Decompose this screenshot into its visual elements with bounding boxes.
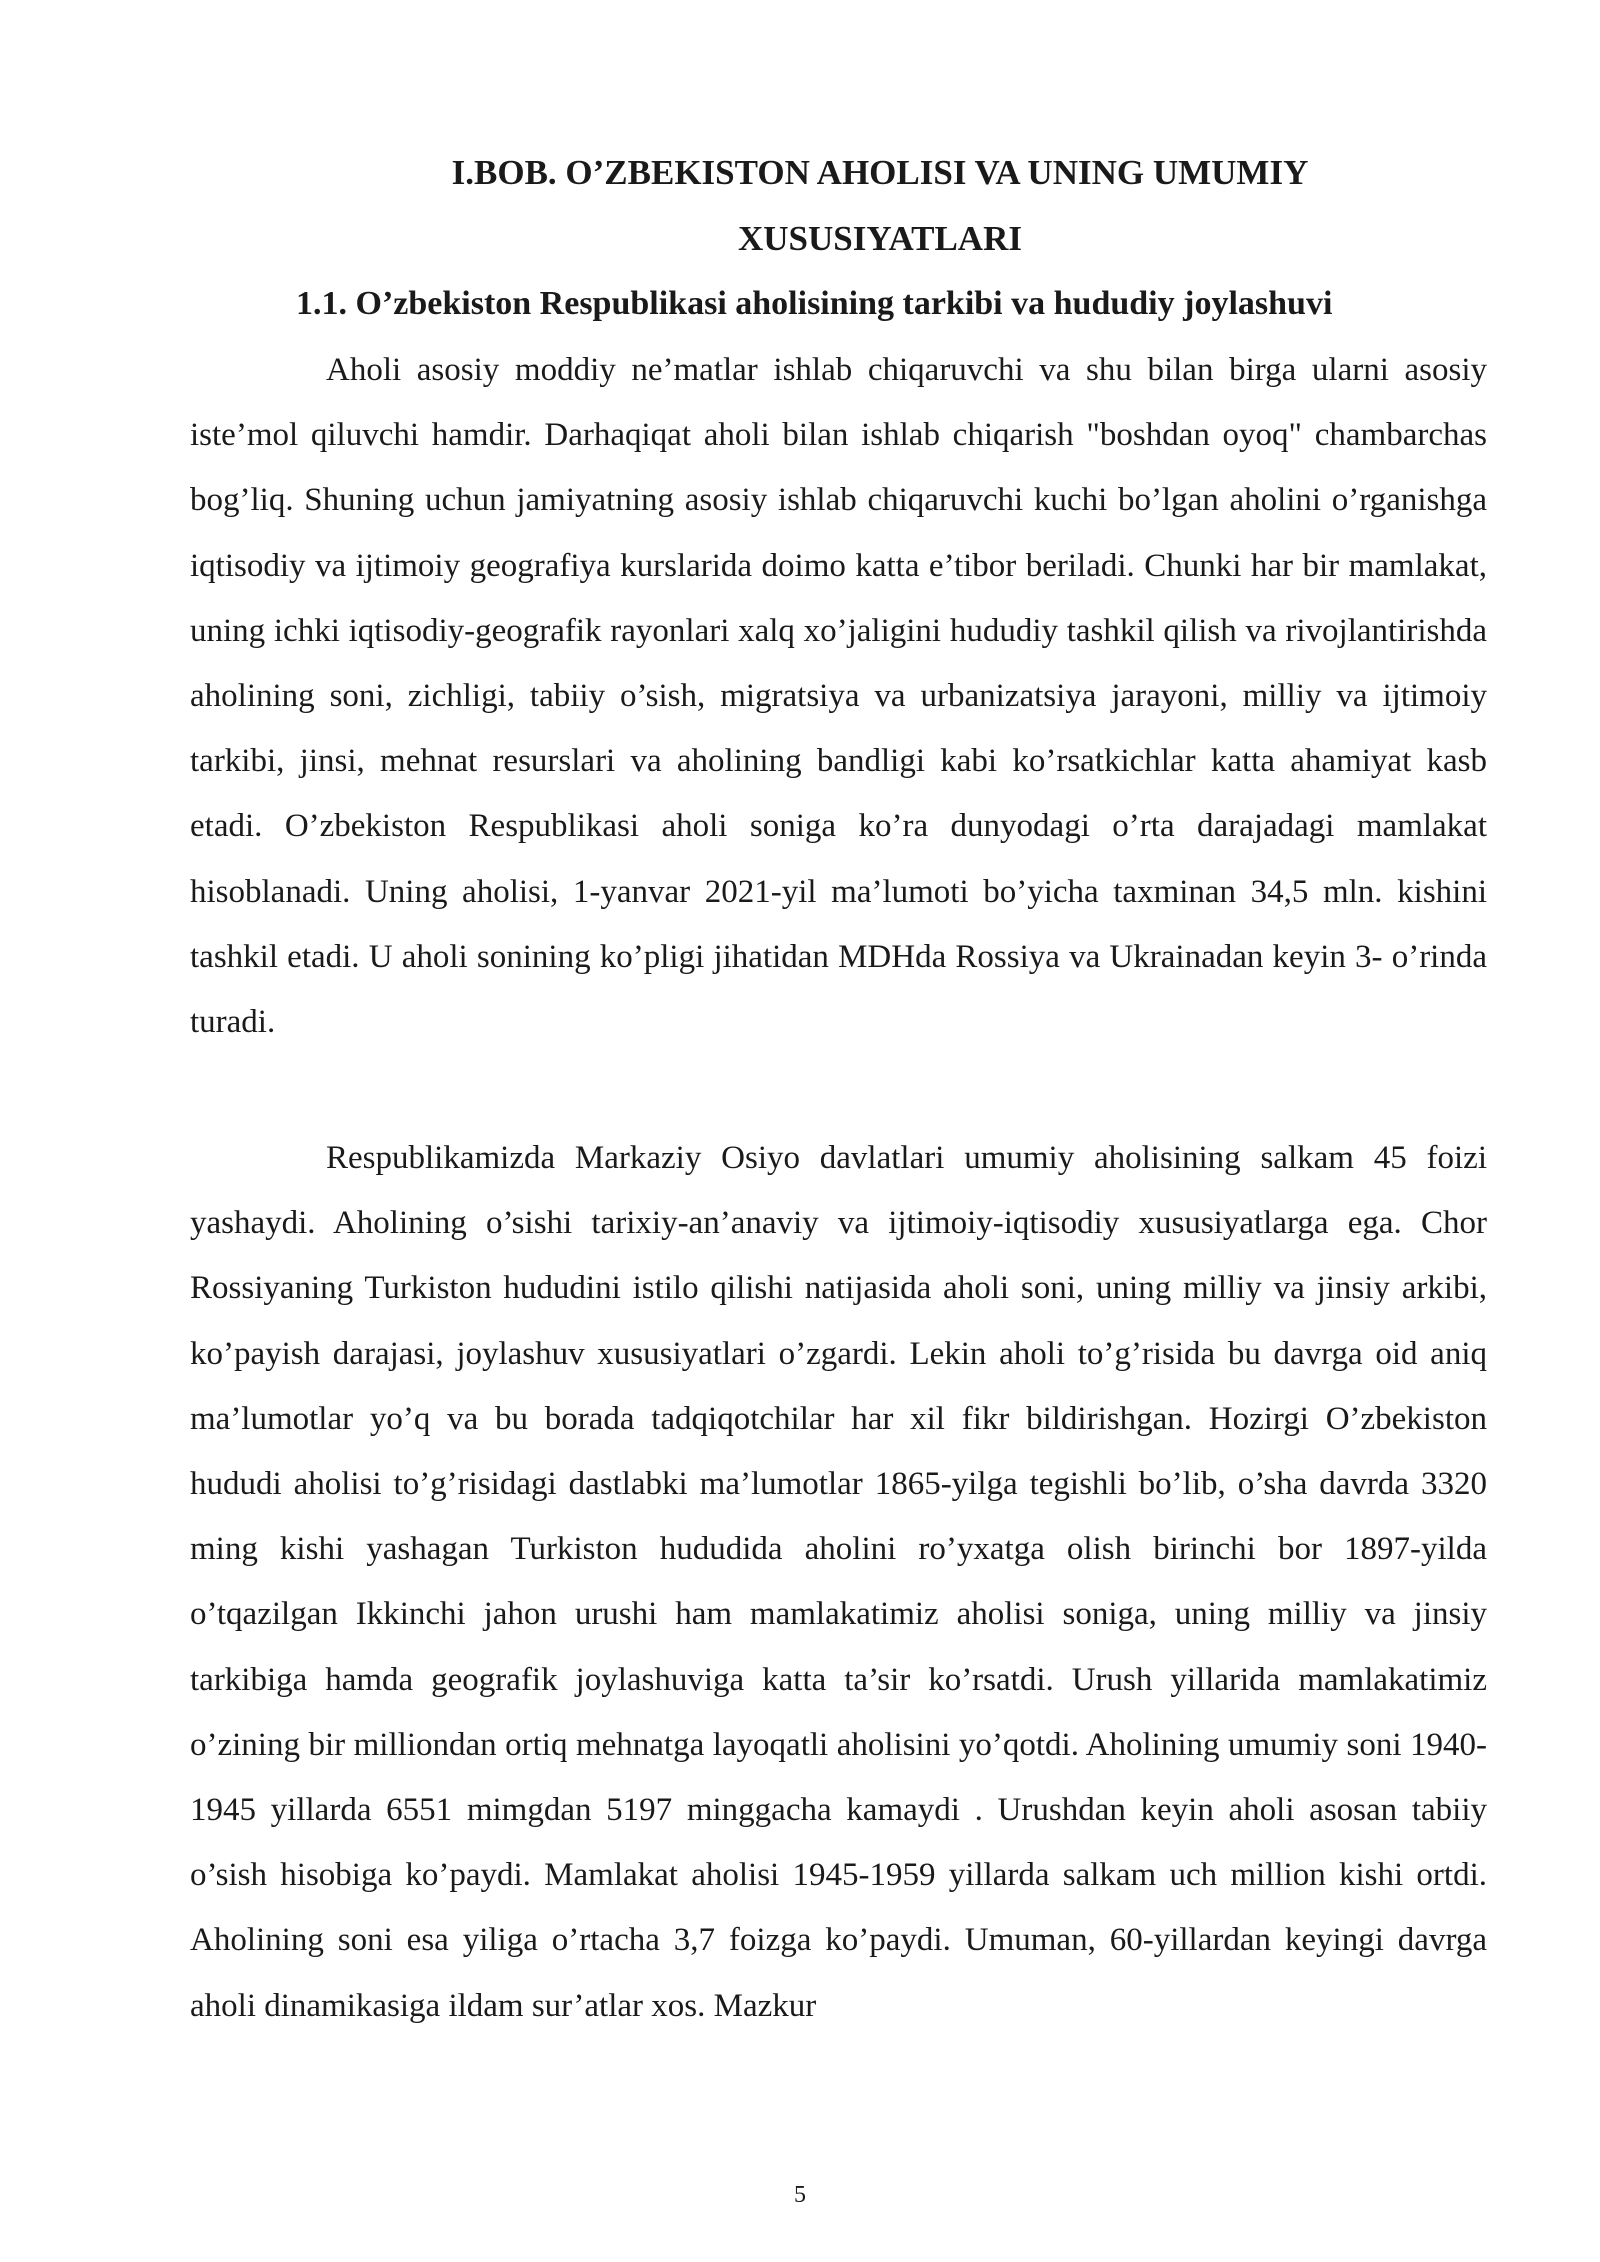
body-paragraph-2: Respublikamizda Markaziy Osiyo davlatlari umumiy aholisining salkam 45 foizi yashaydi. Aholining o’sishi tarixiy-an’anaviy va ijtimoiy-iqtisodiy xususiyatlarga ega. Chor Rossiyaning Turkiston hududini istilo qilishi natijasida aholi soni, uning milliy va jinsiy arkibi, ko’payish darajasi, joylashuv xususiyatlari o’zgardi. Lekin aholi to’g’risida bu davrga oid aniq ma’lumotlar yo’q va bu borada tadqiqotchilar har xil fikr bildirishgan. Hozirgi O’zbekiston hududi aholisi to’g’risidagi dastlabki ma’lumotlar 1865-yilga tegishli bo’lib, o’sha davrda 3320 ming kishi yashagan Turkiston hududida aholini ro’yxatga olish birinchi bor 1897-yilda o’tqazilgan Ikkinchi jahon urushi ham mamlakatimiz aholisi soniga, uning milliy va jinsiy tarkibiga hamda geografik joylashuviga katta ta’sir ko’rsatdi. Urush yillarida mamlakatimiz o’zining bir milliondan ortiq mehnatga layoqatli aholisini yo’qotdi. Aholining umumiy soni 1940-1945 yillarda 6551 mimgdan 5197 minggacha kamaydi . Urushdan keyin aholi asosan tabiiy o’sish hisobiga ko’paydi. Mamlakat aholisi 1945-1959 yillarda salkam uch million kishi ortdi. Aholining soni esa yiliga o’rtacha 3,7 foizga ko’paydi. Umuman, 60-yillardan keyingi davrga aholi dinamikasiga ildam sur’atlar xos. Mazkur xyxy=(190,1140,1487,2024)
chapter-title-line-2: XUSUSIYATLARI xyxy=(738,219,1022,258)
page-number: 5 xyxy=(794,2182,806,2208)
section-title: 1.1. O’zbekiston Respublikasi aholisining tarkibi va hududiy joylashuvi xyxy=(296,285,1333,322)
body-paragraph-1: Aholi asosiy moddiy ne’matlar ishlab chiqaruvchi va shu bilan birga ularni asosiy iste’mol qiluvchi hamdir. Darhaqiqat aholi bilan ishlab chiqarish "boshdan oyoq" chambarchas bog’liq. Shuning uchun jamiyatning asosiy ishlab chiqaruvchi kuchi bo’lgan aholini o’rganishga iqtisodiy va ijtimoiy geografiya kurslarida doimo katta e’tibor beriladi. Chunki har bir mamlakat, uning ichki iqtisodiy-geografik rayonlari xalq xo’jaligini hududiy tashkil qilish va rivojlantirishda aholining soni, zichligi, tabiiy o’sish, migratsiya va urbanizatsiya jarayoni, milliy va ijtimoiy tarkibi, jinsi, mehnat resurslari va aholining bandligi kabi ko’rsatkichlar katta ahamiyat kasb etadi. O’zbekiston Respublikasi aholi soniga ko’ra dunyodagi o’rta darajadagi mamlakat hisoblanadi. Uning aholisi, 1-yanvar 2021-yil ma’lumoti bo’yicha taxminan 34,5 mln. kishini tashkil etadi. U aholi sonining ko’pligi jihatidan MDHda Rossiya va Ukrainadan keyin 3- o’rinda turadi. xyxy=(190,352,1487,1041)
chapter-title-line-1: I.BOB. O’ZBEKISTON AHOLISI VA UNING UMUMIY xyxy=(451,153,1309,192)
